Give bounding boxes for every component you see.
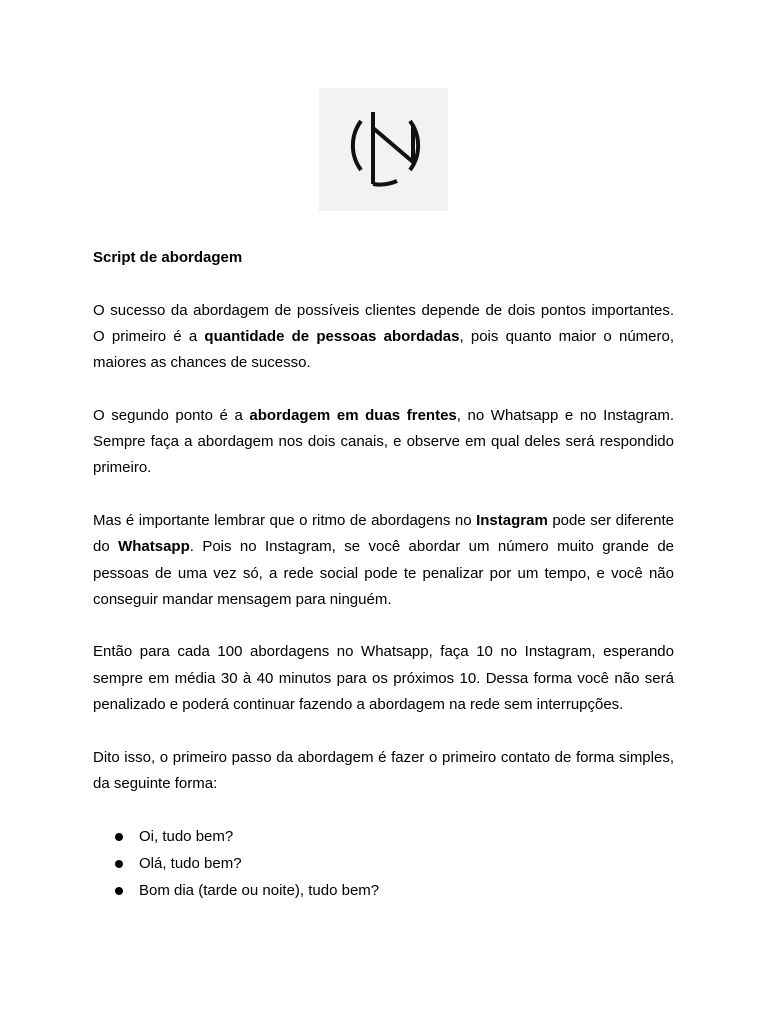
bullet-icon (115, 887, 123, 895)
paragraph-1 (93, 298, 674, 377)
list-item-text: Oi, tudo bem? (139, 827, 234, 845)
paragraph-3 (93, 508, 674, 613)
bullet-icon (115, 860, 123, 868)
paragraph-1-text-a: O sucesso da abordagem de possíveis clientes depende de dois pontos importantes. O primeiro é a (93, 301, 674, 345)
paragraph-1-bold: quantidade de pessoas abordadas (204, 327, 460, 345)
bullet-icon (115, 833, 123, 841)
paragraph-4: Então para cada 100 abordagens no Whatsapp, faça 10 no Instagram, esperando sempre em média 30 à 40 minutos para os próximos 10. Dessa forma você não será penalizado e poderá continuar fazendo a abordagem na rede sem interrupções. (93, 643, 674, 714)
paragraph-2-bold: abordagem em duas frentes (249, 406, 457, 424)
paragraph-2 (93, 403, 674, 482)
paragraph-3-text-e: . Pois no Instagram, se você abordar um número muito grande de pessoas de uma vez só, a rede social pode te penalizar por um tempo, e você não conseguir mandar mensagem para ninguém. (93, 538, 675, 608)
list-item (93, 824, 674, 851)
list-item-text: Bom dia (tarde ou noite), tudo bem? (139, 881, 380, 899)
list-item-text: Olá, tudo bem? (139, 854, 242, 872)
paragraph-5: Dito isso, o primeiro passo da abordagem é fazer o primeiro contato de forma simples, da seguinte forma: (93, 748, 674, 792)
document-body (93, 245, 674, 905)
paragraph-1-text-c: , pois quanto maior o número, maiores as chances de sucesso. (93, 327, 674, 372)
logo (319, 88, 448, 211)
document-title: Script de abordagem (93, 249, 243, 266)
paragraph-2-text-a: O segundo ponto é a (93, 406, 250, 424)
paragraph-3-bold-instagram: Instagram (476, 511, 548, 529)
greeting-list (93, 824, 674, 905)
paragraph-3-text-a: Mas é importante lembrar que o ritmo de abordagens no (93, 511, 477, 529)
nl-monogram-icon (319, 88, 448, 211)
paragraph-3-bold-whatsapp: Whatsapp (118, 538, 190, 556)
list-item (93, 878, 674, 905)
list-item (93, 851, 674, 878)
paragraph-2-text-c: , no Whatsapp e no Instagram. Sempre faça a abordagem nos dois canais, e observe em qual deles será respondido primeiro. (93, 406, 675, 477)
paragraph-3-text-c: pode ser diferente do (93, 511, 674, 556)
